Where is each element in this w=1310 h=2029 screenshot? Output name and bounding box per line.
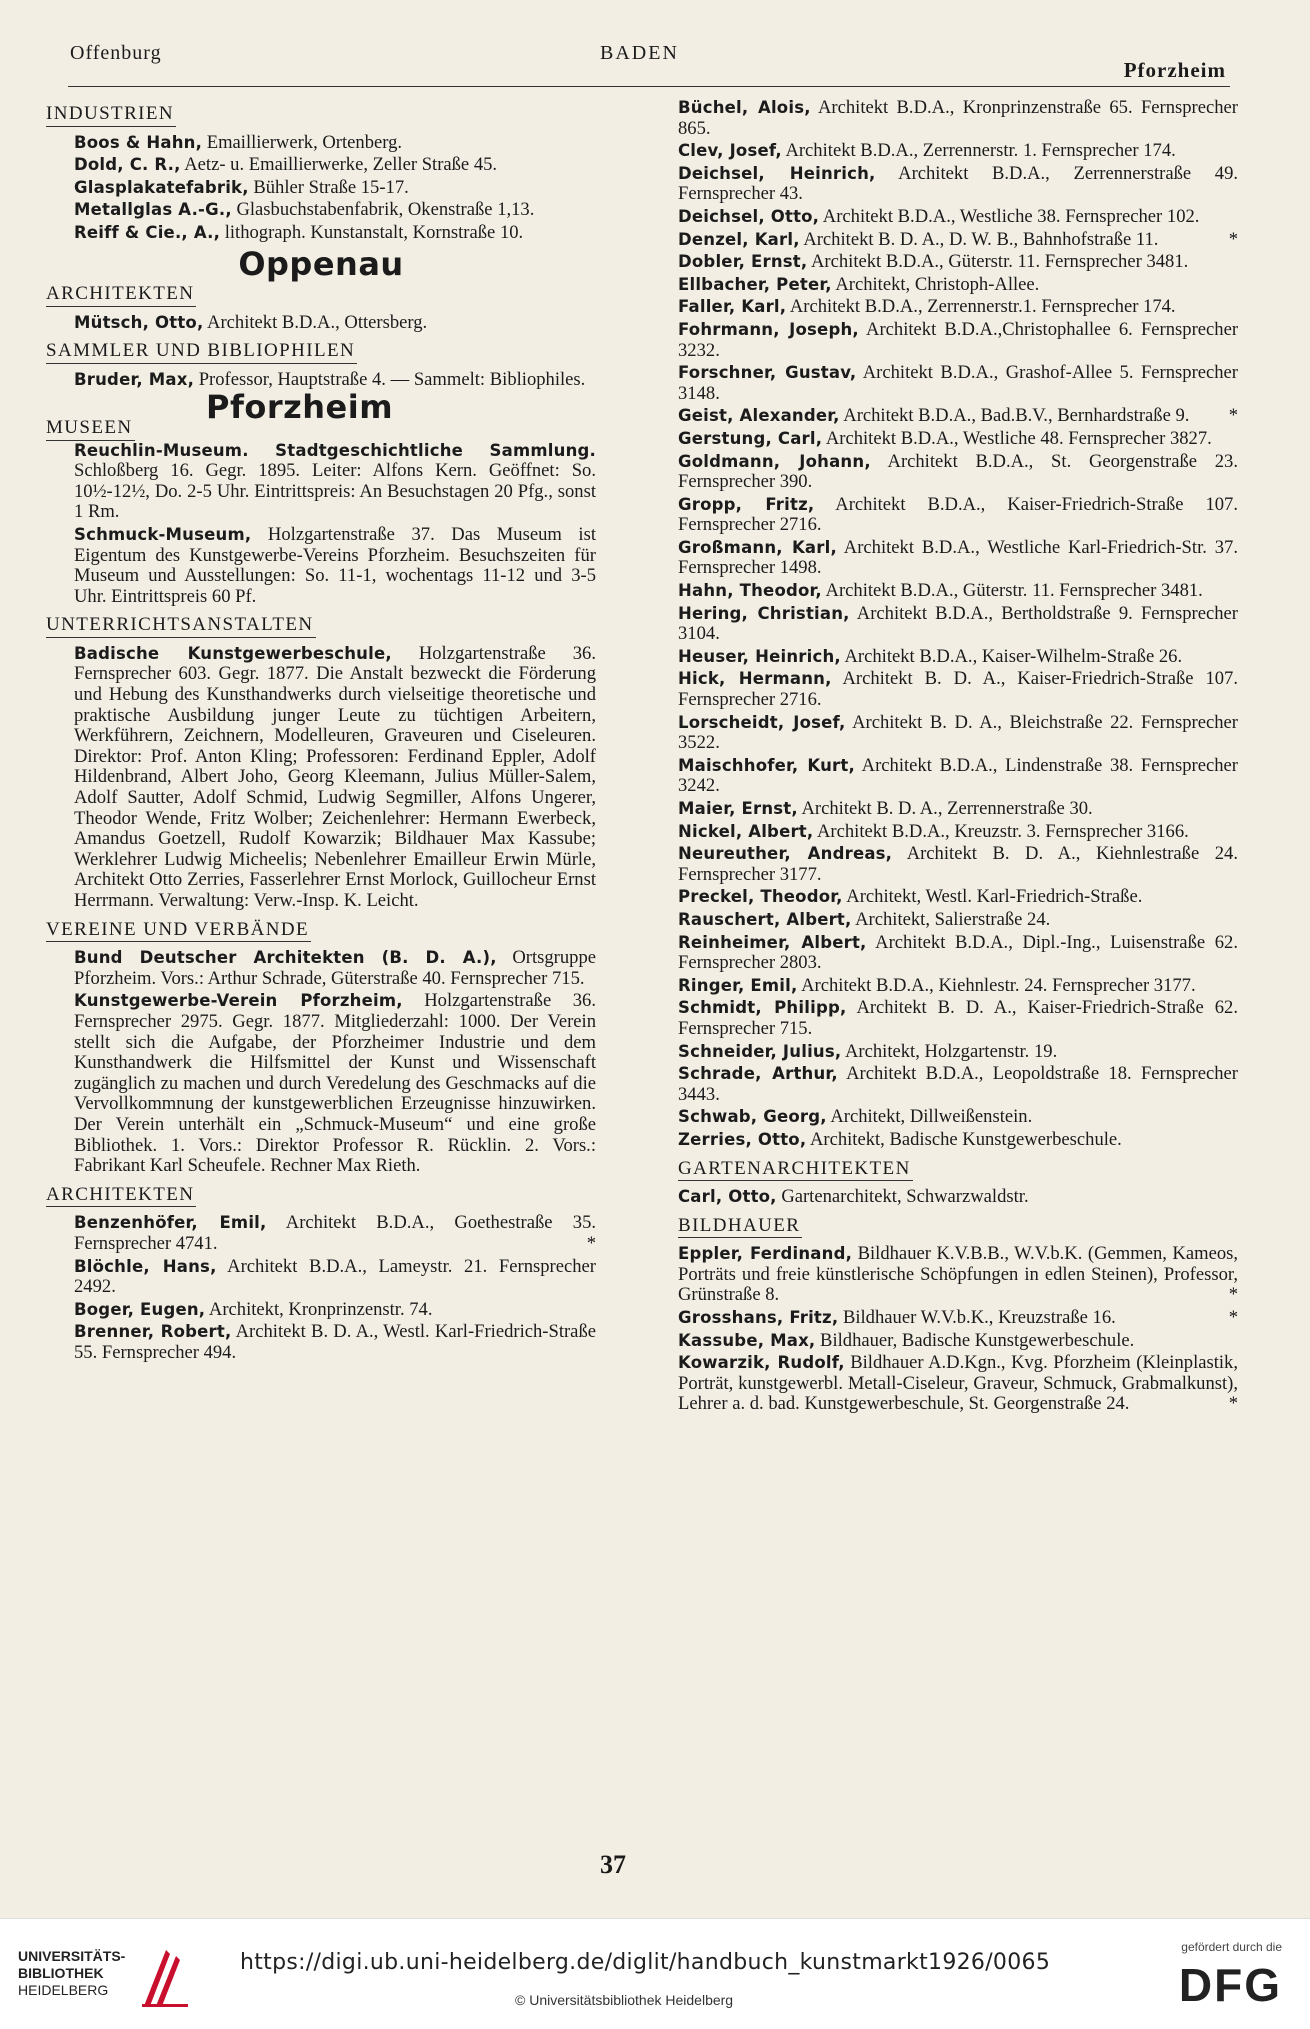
museen-list [46, 441, 596, 608]
entry-text: Architekt B.D.A., Kronprinzenstraße 65. Fernsprecher 865. [678, 97, 1238, 139]
entry-text: Holzgartenstraße 36. Fernsprecher 603. Gegr. 1877. Die Anstalt bezweckt die Förderung und Hebung des Kunsthandwerks durch vielseitige theoretische und praktische Ausbildung junger Leute zu tüchtigen Arbeitern, Werkführern, Zeichnern, Modelleuren, Graveuren und Ciseleuren. Direktor: Prof. Anton Kling; Professoren: Ferdinand Eppler, Adolf Hildenbrand, Albert Joho, Georg Kleemann, Julius Müller-Salem, Adolf Sautter, Adolf Schmid, Ludwig Segmiller, Alfons Ungerer, Theodor Wende, Fritz Wolber; Zeichenlehrer: Hermann Ewerbeck, Amandus Goetzell, Rudolf Kowarzik; Bildhauer Max Kassube; Werklehrer Ludwig Micheelis; Nebenlehrer Emailleur Erwin Mürle, Architekt Otto Zerries, Fasserlehrer Ernst Morlock, Guillocheur Ernst Herrmann. Verwaltung: Verw.-Insp. K. Leicht. [74, 642, 597, 911]
entry-text: Glasbuchstabenfabrik, Okenstraße 1,13. [236, 199, 535, 221]
unterricht-list [46, 644, 596, 912]
entry-text: Ortsgruppe Pforzheim. Vors.: Arthur Schrade, Güterstraße 40. Fernsprecher 715. [74, 947, 596, 989]
entry-name: Preckel, Theodor, [678, 887, 843, 907]
entry-name: Reiff & Cie., A., [74, 222, 221, 242]
industrien-list [46, 133, 596, 244]
directory-entry [678, 799, 1238, 820]
oppenau-architekten-list [46, 313, 596, 334]
entry-text: Architekt B.D.A., Westliche Karl-Friedrich-Str. 37. Fernsprecher 1498. [678, 536, 1238, 579]
directory-entry [46, 441, 596, 523]
entry-name: Großmann, Karl, [678, 537, 837, 557]
entry-name: Nickel, Albert, [678, 821, 814, 841]
entry-text: Architekt B.D.A., Lameystr. 21. Fernsprecher 2492. [74, 1255, 596, 1298]
directory-entry [678, 1187, 1238, 1208]
directory-entry [678, 998, 1238, 1039]
library-line-2: BIBLIOTHEK [18, 1965, 104, 1981]
entry-name: Schneider, Julius, [678, 1041, 842, 1061]
directory-entry [678, 933, 1238, 974]
directory-entry [46, 1322, 596, 1363]
directory-entry [46, 133, 596, 154]
entry-name: Glasplakatefabrik, [74, 177, 249, 197]
entry-text: Architekt B.D.A., St. Georgenstraße 23. Fernsprecher 390. [678, 450, 1239, 493]
entry-text: Architekt B.D.A., Kaiser-Friedrich-Straße 107. Fernsprecher 2716. [678, 493, 1239, 536]
directory-entry [46, 644, 596, 912]
directory-entry [678, 538, 1238, 579]
directory-entry [678, 1064, 1238, 1105]
entry-text: Architekt B.D.A.,Christophallee 6. Fernsprecher 3232. [678, 318, 1239, 361]
entry-star-marker: * [1228, 228, 1238, 250]
directory-entry [678, 452, 1238, 493]
entry-text: Architekt B.D.A., Westliche 38. Fernsprecher 102. [822, 205, 1200, 227]
entry-name: Schmuck-Museum, [74, 524, 252, 544]
directory-entry [678, 1308, 1238, 1329]
entry-name: Reinheimer, Albert, [678, 932, 867, 952]
entry-text: Schloßberg 16. Gegr. 1895. Leiter: Alfons Kern. Geöffnet: So. 10½-12½, Do. 2-5 Uhr. Eintrittspreis: An Besuchstagen 20 Pfg., sonst 1 Rm. [74, 460, 596, 523]
entry-name: Blöchle, Hans, [74, 1256, 217, 1276]
entry-star-marker: * [1228, 405, 1238, 427]
town-heading-oppenau: Oppenau [238, 244, 404, 283]
entry-name: Bruder, Max, [74, 369, 195, 389]
entry-text: Architekt B.D.A., Goethestraße 35. Fernsprecher 4741. [74, 1212, 597, 1254]
directory-entry [678, 207, 1238, 228]
section-heading-vereine: VEREINE UND VERBÄNDE [46, 920, 311, 943]
gartenarchitekten-list [678, 1187, 1238, 1208]
entry-name: Büchel, Alois, [678, 98, 811, 117]
entry-name: Eppler, Ferdinand, [678, 1244, 853, 1264]
entry-text: Architekt B.D.A., Kaiser-Wilhelm-Straße 26. [844, 645, 1183, 667]
directory-entry [678, 669, 1238, 710]
directory-entry [678, 1107, 1238, 1128]
entry-name: Forschner, Gustav, [678, 363, 857, 383]
entry-text: Bildhauer K.V.B.B., W.V.b.K. (Gemmen, Kameos, Porträts und freie künstlerische Schöpfungen in edlen Steinen), Professor, Grünstraße 8. [678, 1243, 1238, 1306]
entry-text: lithograph. Kunstanstalt, Kornstraße 10. [224, 221, 524, 243]
entry-text: Architekt, Dillweißenstein. [830, 1106, 1033, 1128]
directory-entry [678, 275, 1238, 296]
entry-text: Architekt B.D.A., Zerrennerstr. 1. Fernsprecher 174. [785, 140, 1176, 162]
entry-text: Gartenarchitekt, Schwarzwaldstr. [781, 1186, 1029, 1208]
directory-entry [46, 200, 596, 221]
directory-entry [678, 1244, 1238, 1306]
entry-name: Zerries, Otto, [678, 1129, 807, 1149]
entry-name: Mütsch, Otto, [74, 312, 204, 332]
entry-name: Reuchlin-Museum. Stadtgeschichtliche Sammlung. [74, 440, 596, 460]
page-number: 37 [600, 1850, 626, 1879]
directory-entry [678, 1331, 1238, 1352]
entry-name: Kassube, Max, [678, 1330, 816, 1350]
entry-name: Clev, Josef, [678, 141, 782, 161]
section-heading-architekten-oppenau: ARCHITEKTEN [46, 284, 196, 307]
entry-text: Architekt B.D.A., Güterstr. 11. Fernsprecher 3481. [825, 580, 1203, 602]
directory-entry [678, 363, 1238, 404]
entry-text: Aetz- u. Emaillierwerke, Zeller Straße 45. [184, 154, 498, 176]
right-column [678, 98, 1238, 1417]
pforzheim-architekten-list-left [46, 1213, 596, 1363]
directory-entry [46, 178, 596, 199]
entry-name: Dobler, Ernst, [678, 252, 808, 272]
directory-entry [678, 141, 1238, 162]
entry-text: Professor, Hauptstraße 4. — Sammelt: Bibliophiles. [198, 368, 586, 390]
entry-text: Architekt B.D.A., Bertholdstraße 9. Fernsprecher 3104. [678, 602, 1238, 645]
entry-name: Gerstung, Carl, [678, 428, 823, 448]
entry-text: Bildhauer, Badische Kunstgewerbeschule. [820, 1329, 1135, 1351]
directory-entry [46, 525, 596, 607]
entry-name: Kowarzik, Rudolf, [678, 1353, 845, 1373]
section-heading-unterricht: UNTERRICHTSANSTALTEN [46, 615, 316, 638]
directory-entry [678, 495, 1238, 536]
entry-text: Bühler Straße 15-17. [253, 176, 409, 198]
entry-text: Holzgartenstraße 36. Fernsprecher 2975. Gegr. 1877. Mitgliederzahl: 1000. Der Verein stellt sich die Aufgabe, der Pforzheimer Industrie und dem Kunsthandwerk die Hilfsmittel der Kunst und Wissenschaft zugänglich zu machen und durch Veredelung des Geschmacks auf die Vervollkommnung der kunstgewerblichen Erzeugnisse hinzuwirken. Der Verein unterhält ein „Schmuck-Museum“ und eine große Bibliothek. 1. Vors.: Direktor Professor R. Rücklin. 2. Vors.: Fabrikant Karl Scheufele. Rechner Max Rieth. [74, 990, 596, 1177]
permalink-url[interactable]: https://digi.ub.uni-heidelberg.de/diglit/handbuch_kunstmarkt1926/0065 [240, 1950, 1051, 1975]
entry-star-marker: * [1228, 1307, 1238, 1329]
directory-entry [678, 1353, 1238, 1415]
entry-name: Faller, Karl, [678, 297, 787, 317]
entry-text: Architekt B. D. A., D. W. B., Bahnhofstraße 11. [803, 228, 1159, 250]
entry-star-marker: * [1228, 1393, 1238, 1415]
entry-text: Architekt B.D.A., Ottersberg. [207, 311, 428, 333]
entry-name: Maischhofer, Kurt, [678, 755, 855, 775]
entry-text: Architekt, Badische Kunstgewerbeschule. [809, 1128, 1122, 1150]
directory-entry [678, 320, 1238, 361]
directory-entry [46, 313, 596, 334]
entry-text: Architekt B.D.A., Zerrennerstr.1. Fernsprecher 174. [789, 296, 1176, 318]
entry-text: Architekt, Salierstraße 24. [855, 908, 1051, 930]
entry-name: Benzenhöfer, Emil, [74, 1213, 267, 1233]
entry-text: Architekt, Christoph-Allee. [835, 273, 1040, 295]
town-heading-pforzheim: Pforzheim [206, 387, 394, 426]
directory-entry [678, 406, 1238, 427]
library-logo-icon [136, 1946, 194, 2008]
entry-text: Architekt B. D. A., Kaiser-Friedrich-Straße 107. Fernsprecher 2716. [678, 668, 1238, 711]
directory-entry [46, 223, 596, 244]
directory-entry [678, 230, 1238, 251]
pforzheim-heading-row [46, 387, 596, 441]
entry-text: Architekt B. D. A., Zerrennerstraße 30. [801, 798, 1093, 819]
entry-name: Ringer, Emil, [678, 975, 798, 995]
entry-text: Architekt B.D.A., Lindenstraße 38. Fernsprecher 3242. [678, 754, 1238, 797]
entry-name: Kunstgewerbe-Verein Pforzheim, [74, 991, 403, 1011]
entry-name: Rauschert, Albert, [678, 909, 852, 929]
entry-name: Geist, Alexander, [678, 406, 840, 426]
section-heading-industrien: INDUSTRIEN [46, 104, 176, 127]
entry-name: Goldmann, Johann, [678, 451, 871, 471]
dfg-logo[interactable]: DFG [1178, 1959, 1282, 2011]
entry-text: Architekt B.D.A., Güterstr. 11. Fernsprecher 3481. [810, 251, 1189, 273]
entry-text: Architekt B.D.A., Zerrennerstraße 49. Fernsprecher 43. [678, 162, 1239, 205]
entry-name: Metallglas A.-G., [74, 200, 232, 220]
directory-entry [678, 822, 1238, 843]
directory-entry [46, 1213, 596, 1254]
entry-name: Lorscheidt, Josef, [678, 712, 846, 732]
directory-entry [678, 976, 1238, 997]
entry-name: Gropp, Fritz, [678, 494, 815, 514]
library-logo-text[interactable] [18, 1948, 125, 1999]
entry-text: Architekt, Westl. Karl-Friedrich-Straße. [846, 886, 1143, 908]
left-column [46, 98, 596, 1365]
directory-entry [46, 948, 596, 989]
directory-entry [678, 713, 1238, 754]
entry-name: Brenner, Robert, [74, 1322, 232, 1342]
entry-text: Emaillierwerk, Ortenberg. [206, 131, 403, 153]
entry-star-marker: * [586, 1232, 596, 1254]
entry-name: Dold, C. R., [74, 155, 181, 175]
entry-name: Schmidt, Philipp, [678, 998, 847, 1018]
section-heading-museen: MUSEEN [46, 418, 135, 441]
entry-text: Architekt B.D.A., Grashof-Allee 5. Fernsprecher 3148. [678, 362, 1239, 404]
entry-text: Architekt B.D.A., Kreuzstr. 3. Fernsprecher 3166. [816, 820, 1189, 842]
copyright-notice: © Universitätsbibliothek Heidelberg [515, 1992, 734, 2008]
entry-star-marker: * [1228, 1284, 1238, 1306]
entry-text: Architekt B. D. A., Kiehnlestraße 24. Fernsprecher 3177. [678, 843, 1238, 885]
directory-entry [678, 604, 1238, 645]
entry-text: Bildhauer W.V.b.K., Kreuzstraße 16. [842, 1307, 1116, 1329]
header-rule [68, 86, 1230, 87]
library-line-1: UNIVERSITÄTS- [18, 1948, 126, 1964]
vereine-list [46, 948, 596, 1177]
entry-text: Architekt, Kronprinzenstr. 74. [208, 1298, 433, 1320]
funder-caption: gefördert durch die [1181, 1940, 1282, 1954]
directory-entry [678, 910, 1238, 931]
entry-name: Deichsel, Otto, [678, 206, 820, 226]
entry-text: Architekt, Holzgartenstr. 19. [845, 1040, 1058, 1062]
entry-text: Architekt B. D. A., Westl. Karl-Friedrich-Straße 55. Fernsprecher 494. [74, 1321, 596, 1363]
entry-name: Ellbacher, Peter, [678, 274, 832, 294]
entry-name: Schwab, Georg, [678, 1107, 827, 1127]
entry-text: Architekt B. D. A., Bleichstraße 22. Fernsprecher 3522. [678, 711, 1238, 754]
entry-name: Neureuther, Andreas, [678, 844, 893, 864]
directory-entry [46, 155, 596, 176]
entry-name: Boger, Eugen, [74, 1299, 206, 1319]
entry-name: Maier, Ernst, [678, 799, 798, 818]
directory-entry [46, 1300, 596, 1321]
running-head-center: BADEN [600, 42, 679, 64]
directory-entry [678, 1130, 1238, 1151]
running-head-right: Pforzheim [1123, 58, 1226, 82]
running-head-left: Offenburg [70, 42, 162, 64]
directory-entry [678, 1042, 1238, 1063]
directory-entry [678, 844, 1238, 885]
directory-entry [678, 647, 1238, 668]
entry-name: Hahn, Theodor, [678, 581, 822, 601]
entry-name: Deichsel, Heinrich, [678, 163, 876, 183]
section-heading-gartenarchitekten: GARTENARCHITEKTEN [678, 1159, 913, 1182]
bildhauer-list [678, 1244, 1238, 1415]
section-heading-bildhauer: BILDHAUER [678, 1216, 802, 1239]
entry-name: Badische Kunstgewerbeschule, [74, 643, 392, 663]
section-heading-sammler: SAMMLER UND BIBLIOPHILEN [46, 341, 357, 364]
directory-entry [678, 887, 1238, 908]
entry-name: Boos & Hahn, [74, 132, 203, 152]
entry-name: Grosshans, Fritz, [678, 1308, 839, 1328]
entry-text: Architekt B.D.A., Bad.B.V., Bernhardstraße 9. [843, 405, 1190, 427]
directory-entry [46, 991, 596, 1176]
entry-text: Bildhauer A.D.Kgn., Kvg. Pforzheim (Kleinplastik, Porträt, kunstgewerbl. Metall-Ciseleur, Graveur, Schmuck, Grabmalkunst), Lehrer a. d. bad. Kunstgewerbeschule, St. Georgenstraße 24. [678, 1352, 1238, 1415]
directory-entry [678, 164, 1238, 205]
directory-entry [678, 297, 1238, 318]
entry-text: Architekt B.D.A., Westliche 48. Fernsprecher 3827. [825, 427, 1212, 449]
entry-text: Architekt B.D.A., Leopoldstraße 18. Fernsprecher 3443. [678, 1063, 1238, 1105]
section-heading-architekten-pforzheim: ARCHITEKTEN [46, 1185, 196, 1208]
directory-entry [46, 1257, 596, 1298]
entry-text: Holzgartenstraße 37. Das Museum ist Eigentum des Kunstgewerbe-Vereins Pforzheim. Besuchszeiten für Museum und Ausstellungen: So. 11-1, wochentags 11-12 und 3-5 Uhr. Eintrittspreis 60 Pf. [74, 523, 596, 607]
directory-entry [678, 756, 1238, 797]
entry-name: Heuser, Heinrich, [678, 646, 841, 666]
entry-name: Schrade, Arthur, [678, 1064, 838, 1084]
entry-text: Architekt B.D.A., Dipl.-Ing., Luisenstraße 62. Fernsprecher 2803. [678, 931, 1238, 974]
directory-entry [678, 429, 1238, 450]
pforzheim-architekten-list-right [678, 98, 1238, 1151]
directory-entry [678, 252, 1238, 273]
entry-name: Fohrmann, Joseph, [678, 319, 859, 339]
entry-name: Hering, Christian, [678, 603, 850, 623]
entry-name: Denzel, Karl, [678, 229, 800, 249]
directory-entry [678, 98, 1238, 139]
library-line-3: HEIDELBERG [18, 1982, 109, 1998]
entry-name: Bund Deutscher Architekten (B. D. A.), [74, 948, 497, 968]
entry-text: Architekt B.D.A., Kiehnlestr. 24. Fernsprecher 3177. [801, 974, 1196, 996]
entry-name: Hick, Hermann, [678, 669, 832, 689]
directory-entry [678, 581, 1238, 602]
entry-name: Carl, Otto, [678, 1187, 777, 1207]
entry-text: Architekt B. D. A., Kaiser-Friedrich-Straße 62. Fernsprecher 715. [678, 997, 1238, 1039]
